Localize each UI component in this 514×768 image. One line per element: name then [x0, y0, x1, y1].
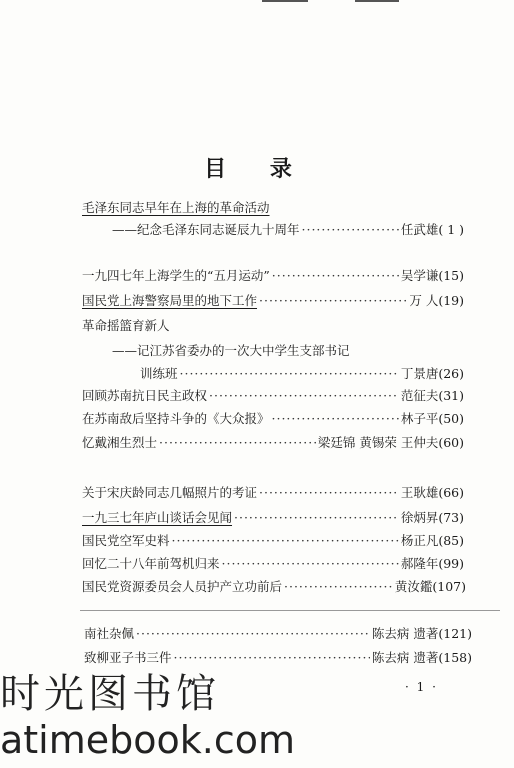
toc-entry-title: 南社杂佩 — [84, 626, 135, 641]
toc-entry — [82, 533, 464, 549]
dot-leader — [234, 510, 399, 526]
dot-leader — [222, 556, 399, 572]
toc-entry-author: 吴学谦 — [400, 268, 439, 283]
toc-entry-author: 王耿雄 — [400, 485, 439, 500]
toc-entry-page: (107) — [432, 579, 466, 594]
section-divider — [80, 610, 500, 611]
dot-leader — [209, 388, 399, 404]
page-number: · 1 · — [405, 680, 438, 694]
toc-entry-page: (31) — [438, 388, 464, 403]
toc-entry-title: 一九三七年庐山谈话会见闻 — [82, 510, 233, 525]
toc-entry — [82, 579, 466, 595]
toc-entry-page: (66) — [438, 485, 464, 500]
toc-entry-author: 任武雄 — [400, 222, 439, 237]
toc-entry — [112, 222, 464, 238]
toc-entry — [82, 485, 464, 501]
toc-entry-title: 一九四七年上海学生的“五月运动” — [82, 268, 270, 283]
toc-entry-title: 回顾苏南抗日民主政权 — [82, 388, 208, 403]
toc-entry-title: 国民党上海警察局里的地下工作 — [82, 293, 258, 308]
toc-entry — [82, 411, 464, 427]
toc-entry-page: ( 1 ) — [438, 222, 464, 237]
toc-entry-page: (99) — [438, 556, 464, 571]
toc-entry-title: 毛泽东同志早年在上海的革命活动 — [82, 200, 270, 215]
toc-entry-title: 国民党资源委员会人员护产立功前后 — [82, 579, 283, 594]
toc-entry — [82, 556, 464, 572]
toc-title: 目 录 — [204, 156, 310, 182]
toc-entry-author: 郝隆年 — [400, 556, 439, 571]
toc-entry-page: (50) — [438, 411, 464, 426]
toc-entry-author: 林子平 — [400, 411, 439, 426]
top-rule-right — [355, 0, 399, 2]
toc-entry-title: 在苏南敌后坚持斗争的《大众报》 — [82, 411, 270, 426]
dot-leader — [272, 411, 399, 427]
toc-entry-author: 陈去病 遗著 — [371, 650, 439, 665]
dot-leader — [284, 579, 393, 595]
toc-entry-author: 范征夫 — [400, 388, 439, 403]
dot-leader — [259, 485, 399, 501]
toc-entry-title: 回忆二十八年前驾机归来 — [82, 556, 220, 571]
toc-entry-author: 万 人 — [409, 293, 439, 308]
toc-entry-page: (19) — [438, 293, 464, 308]
toc-entry-page: (158) — [438, 650, 472, 665]
toc-entry-title: 训练班 — [140, 366, 178, 381]
toc-entry-page: (26) — [438, 366, 464, 381]
dot-leader — [272, 268, 399, 284]
dot-leader — [302, 222, 399, 238]
toc-entry-title: ——记江苏省委办的一次大中学生支部书记 — [112, 343, 350, 358]
toc-entry — [82, 510, 464, 526]
toc-entry-author: 梁廷锦 黄锡荣 王仲夫 — [317, 435, 439, 450]
dot-leader — [172, 533, 399, 549]
toc-entry-author: 黄汝鑑 — [394, 579, 433, 594]
toc-entry-page: (73) — [438, 510, 464, 525]
toc-entry-page: (121) — [438, 626, 472, 641]
toc-entry — [82, 388, 464, 404]
toc-entry-author: 陈去病 遗著 — [371, 626, 439, 641]
watermark-url: atimebook.com — [0, 718, 296, 762]
dot-leader — [180, 366, 399, 382]
toc-entry — [84, 626, 472, 642]
top-rule-left — [262, 0, 308, 2]
toc-entry-title: ——纪念毛泽东同志诞辰九十周年 — [112, 222, 300, 237]
toc-entry-title: 关于宋庆龄同志几幅照片的考证 — [82, 485, 258, 500]
dot-leader — [259, 293, 407, 309]
toc-entry-author: 杨正凡 — [400, 533, 439, 548]
toc-entry-page: (60) — [438, 435, 464, 450]
watermark-title: 时光图书馆 — [0, 671, 220, 717]
toc-entry-page: (15) — [438, 268, 464, 283]
toc-entry-title: 忆戴湘生烈士 — [82, 435, 158, 450]
toc-entry-author: 丁景唐 — [400, 366, 439, 381]
toc-entry — [82, 435, 464, 451]
toc-entry-author: 徐炳昇 — [400, 510, 439, 525]
toc-entry-title: 致柳亚子书三件 — [84, 650, 172, 665]
dot-leader — [159, 435, 316, 451]
toc-entry-title: 革命摇篮育新人 — [82, 318, 170, 333]
toc-entry-title: 国民党空军史料 — [82, 533, 170, 548]
toc-entry — [140, 366, 464, 382]
toc-entry — [82, 268, 464, 284]
toc-entry-page: (85) — [438, 533, 464, 548]
dot-leader — [136, 626, 370, 642]
toc-entry — [82, 293, 464, 309]
